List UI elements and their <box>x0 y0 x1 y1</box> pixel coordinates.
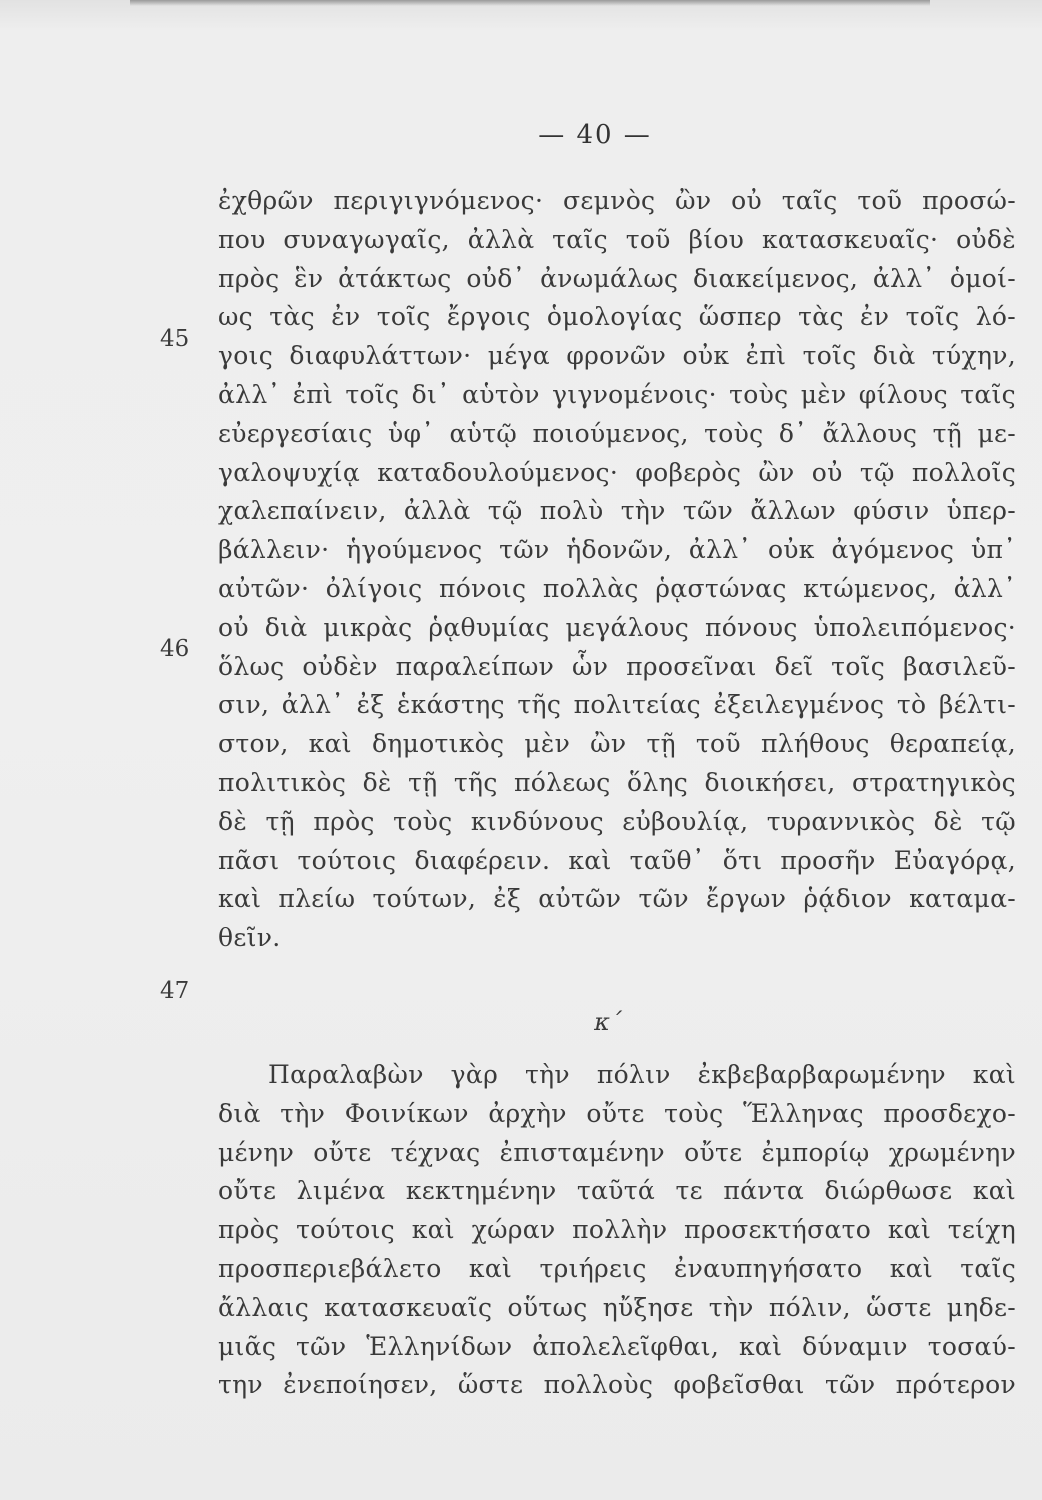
paragraph-1 <box>218 182 1016 958</box>
text-block <box>218 182 1016 1405</box>
text-line: την ἐνεποίησεν, ὥστε πολλοὺς φοβεῖσθαι τῶν πρότερον <box>218 1370 1016 1400</box>
text-line: διὰ τὴν Φοινίκων ἀρχὴν οὔτε τοὺς Ἕλληνας προσδεχο- <box>218 1098 1016 1128</box>
text-line: Παραλαβὼν γὰρ τὴν πόλιν ἐκβεβαρβαρωμένην καὶ <box>268 1059 1016 1089</box>
text-line: αὐτῶν· ὀλίγοις πόνοις πολλὰς ῥᾳστώνας κτώμενος, ἀλλ᾿ <box>218 573 1016 603</box>
text-line: οὐ διὰ μικρὰς ῥᾳθυμίας μεγάλους πόνους ὑπολειπόμενος· <box>218 612 1016 642</box>
text-line: μένην οὔτε τέχνας ἐπισταμένην οὔτε ἐμπορίῳ χρωμένην <box>218 1137 1016 1167</box>
text-line: πρὸς ἓν ἀτάκτως οὐδ᾿ ἀνωμάλως διακείμενος, ἀλλ᾿ ὁμοί- <box>218 263 1016 293</box>
text-line: ὅλως οὐδὲν παραλείπων ὧν προσεῖναι δεῖ τοῖς βασιλεῦ- <box>218 651 1016 681</box>
text-line: δὲ τῇ πρὸς τοὺς κινδύνους εὐβουλίᾳ, τυραννικὸς δὲ τῷ <box>218 806 1016 836</box>
text-line: σιν, ἀλλ᾿ ἐξ ἑκάστης τῆς πολιτείας ἐξειλεγμένος τὸ βέλτι- <box>218 690 1016 720</box>
text-line: πρὸς τούτοις καὶ χώραν πολλὴν προσεκτήσατο καὶ τείχη <box>218 1215 1016 1245</box>
text-line: εὐεργεσίαις ὑφ᾿ αὑτῷ ποιούμενος, τοὺς δ᾿ ἄλλους τῇ με- <box>218 418 1016 448</box>
page-number: — 40 — <box>538 120 652 150</box>
section-mark: κ΄ <box>594 1007 622 1036</box>
text-line: γαλοψυχίᾳ καταδουλούμενος· φοβερὸς ὢν οὐ τῷ πολλοῖς <box>218 457 1016 487</box>
margin-number-45: 45 <box>160 326 190 352</box>
text-line: στον, καὶ δημοτικὸς μὲν ὢν τῇ τοῦ πλήθους θεραπείᾳ, <box>218 729 1016 759</box>
text-line: θεῖν. <box>218 923 281 953</box>
text-line: ἐχθρῶν περιγιγνόμενος· σεμνὸς ὢν οὐ ταῖς τοῦ προσώ- <box>218 186 1016 215</box>
margin-number-46: 46 <box>160 636 190 662</box>
text-line: ως τὰς ἐν τοῖς ἔργοις ὁμολογίας ὥσπερ τὰς ἐν τοῖς λό- <box>218 302 1016 332</box>
text-line: βάλλειν· ἡγούμενος τῶν ἡδονῶν, ἀλλ᾿ οὐκ ἀγόμενος ὑπ᾿ <box>218 535 1016 565</box>
section-gap <box>218 958 1016 994</box>
page-top-edge <box>130 0 930 6</box>
text-line: χαλεπαίνειν, ἀλλὰ τῷ πολὺ τὴν τῶν ἄλλων φύσιν ὑπερ- <box>218 496 1016 526</box>
text-line: γοις διαφυλάττων· μέγα φρονῶν οὐκ ἐπὶ τοῖς διὰ τύχην, <box>218 341 1016 371</box>
text-line: οὔτε λιμένα κεκτημένην ταῦτά τε πάντα διώρθωσε καὶ <box>218 1176 1016 1206</box>
text-line: καὶ πλείω τούτων, ἐξ αὐτῶν τῶν ἔργων ῥᾴδιον καταμα- <box>218 884 1016 914</box>
paragraph-2 <box>218 1056 1016 1405</box>
text-line: μιᾶς τῶν Ἑλληνίδων ἀπολελεῖφθαι, καὶ δύναμιν τοσαύ- <box>218 1331 1016 1361</box>
text-line: πᾶσι τούτοις διαφέρειν. καὶ ταῦθ᾿ ὅτι προσῆν Εὐαγόρᾳ, <box>218 845 1016 875</box>
text-line: που συναγωγαῖς, ἀλλὰ ταῖς τοῦ βίου κατασκευαῖς· οὐδὲ <box>218 224 1016 254</box>
text-line: ἀλλ᾿ ἐπὶ τοῖς δι᾿ αὑτὸν γιγνομένοις· τοὺς μὲν φίλους ταῖς <box>218 379 1016 409</box>
text-line: πολιτικὸς δὲ τῇ τῆς πόλεως ὅλης διοικήσει, στρατηγικὸς <box>218 767 1016 797</box>
text-line: προσπεριεβάλετο καὶ τριήρεις ἐναυπηγήσατο καὶ ταῖς <box>218 1253 1016 1283</box>
margin-number-47: 47 <box>160 978 190 1004</box>
text-line: ἄλλαις κατασκευαῖς οὕτως ηὔξησε τὴν πόλιν, ὥστε μηδε- <box>218 1292 1016 1322</box>
